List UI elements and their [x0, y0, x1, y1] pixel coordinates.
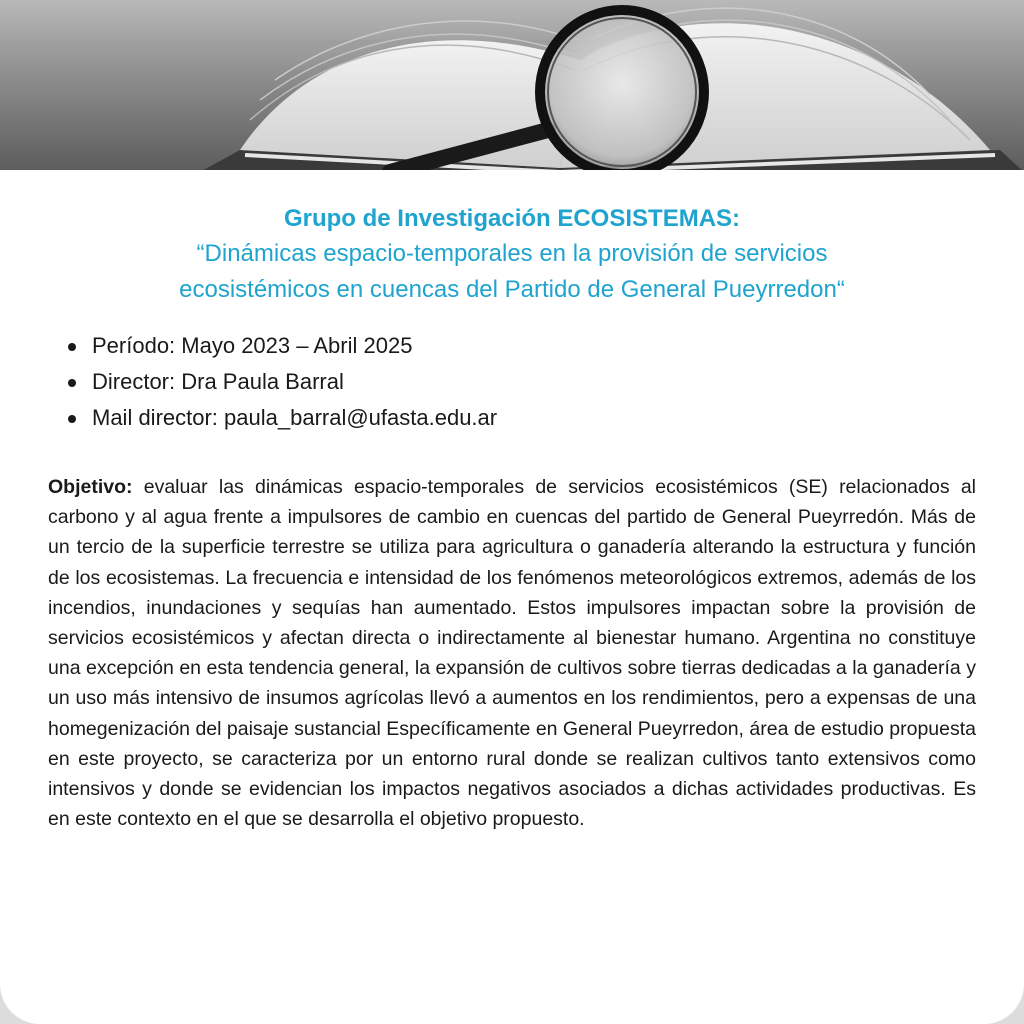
- bullet-icon: [68, 343, 76, 351]
- bullet-icon: [68, 415, 76, 423]
- content-card: [0, 170, 1024, 1024]
- objective-text: evaluar las dinámicas espacio-temporales de servicios ecosistémicos (SE) relacionados al carbono y al agua frente a impulsores de cambio en cuencas del partido de General Pueyrredón. Más de un tercio de la superficie terrestre se utiliza para agricultura o ganadería alterando la estructura y función de los ecosistemas. La frecuencia e intensidad de los fenómenos meteorológicos extremos, además de los incendios, inundaciones y sequías han aumentado. Estos impulsores impactan sobre la provisión de servicios ecosistémicos y afectan directa o indirectamente al bienestar humano. Argentina no constituye una excepción en esta tendencia general, la expansión de cultivos sobre tierras dedicadas a la ganadería y un uso más intensivo de insumos agrícolas llevó a aumentos en los rendimientos, pero a expensas de una homegenización del paisaje sustancial Específicamente en General Pueyrredon, área de estudio propuesta en este proyecto, se caracteriza por un entorno rural donde se realizan cultivos tanto extensivos como intensivos y donde se evidencian los impactos negativos asociados a dichas actividades productivas. Es en este contexto en el que se desarrolla el objetivo propuesto.: [48, 476, 977, 831]
- title-block: [0, 202, 1024, 308]
- project-title-line-1: “Dinámicas espacio-temporales en la provisión de servicios: [196, 240, 828, 267]
- mail-text: Mail director: paula_barral@ufasta.edu.ar: [92, 405, 498, 430]
- list-item-period: [68, 328, 1024, 364]
- bullet-icon: [68, 379, 76, 387]
- period-text: Período: Mayo 2023 – Abril 2025: [92, 333, 413, 358]
- list-item-mail: [68, 400, 1024, 436]
- book-magnifier-icon: [0, 0, 1024, 172]
- objective-paragraph: [48, 472, 976, 834]
- project-title-line-2: ecosistémicos en cuencas del Partido de General Pueyrredon“: [179, 276, 845, 303]
- project-info-list: [0, 328, 1024, 436]
- director-text: Director: Dra Paula Barral: [92, 369, 344, 394]
- group-title: Grupo de Investigación ECOSISTEMAS:: [283, 205, 741, 232]
- header-photo: [0, 0, 1024, 172]
- objective-label: Objetivo:: [48, 476, 133, 498]
- list-item-director: [68, 364, 1024, 400]
